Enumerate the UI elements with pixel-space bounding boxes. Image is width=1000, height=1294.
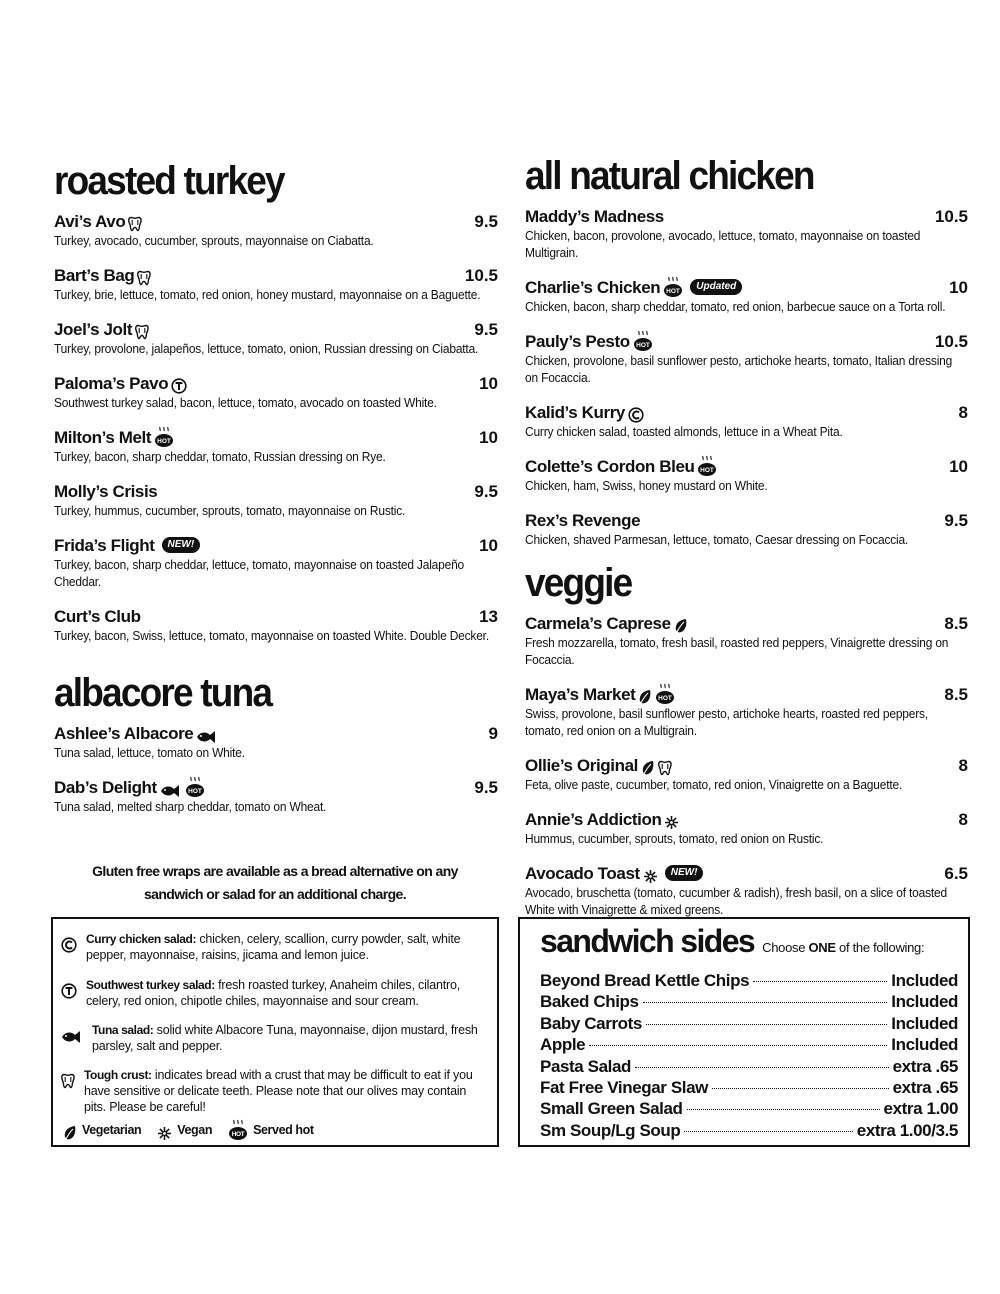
item-description: Tuna salad, melted sharp cheddar, tomato on Wheat. (54, 799, 327, 814)
legend-curry-text: chicken, celery, scallion, curry powder, salt, white pepper, mayonnaise, raisins, jicama and lemon juice. (86, 932, 461, 962)
item-name: Bart’s Bag (54, 266, 135, 285)
menu-item (54, 476, 498, 519)
item-name: Molly’s Crisis (54, 482, 158, 501)
fish-icon (196, 722, 218, 744)
hot-icon (228, 1119, 248, 1141)
legend-tuna-text: solid white Albacore Tuna, mayonnaise, dijon mustard, fresh parsley, salt and pepper. (92, 1023, 478, 1053)
menu-item (525, 201, 968, 261)
svg-text:HOT: HOT (635, 342, 650, 349)
item-description: Turkey, hummus, cucumber, sprouts, tomato, mayonnaise on Rustic. (54, 503, 406, 518)
hot-icon (655, 683, 675, 705)
menu-item (525, 750, 968, 793)
hot-icon (185, 776, 205, 798)
menu-item (525, 858, 968, 918)
menu-item (54, 260, 498, 303)
menu-item (54, 314, 498, 357)
side-name: Apple (540, 1035, 586, 1055)
section-veggie (525, 560, 968, 918)
section-title: albacore tuna (54, 670, 272, 715)
sides-title: sandwich sides (540, 923, 755, 959)
item-price: 9.5 (474, 778, 498, 797)
key-vegan: Vegan (177, 1123, 213, 1137)
tooth-icon (61, 1067, 75, 1089)
item-badge: Updated (690, 279, 742, 295)
tooth-icon (135, 318, 149, 340)
legend-crust-text: indicates bread with a crust that may be difficult to eat if you have sensitive or delicate teeth. Please note that our olives may contain pits. Please be careful! (84, 1068, 473, 1114)
item-description: Swiss, provolone, basil sunflower pesto, artichoke hearts, roasted red peppers, tomato, red onion on a Multigrain. (525, 706, 928, 738)
legend-southwest (61, 977, 486, 1009)
sandwich-sides-box (518, 917, 970, 1147)
gluten-free-note: Gluten free wraps are available as a bread alternative on any sandwich or salad for an additional charge. (92, 863, 458, 902)
item-description: Chicken, bacon, provolone, avocado, lettuce, tomato, mayonnaise on toasted Multigrain. (525, 228, 921, 260)
item-name: Joel’s Jolt (54, 320, 133, 339)
section-albacore-tuna (54, 670, 498, 815)
hot-icon (697, 455, 717, 477)
leaf-icon (674, 612, 688, 634)
item-price: 10 (479, 536, 498, 555)
menu-item (54, 718, 498, 761)
item-description: Chicken, ham, Swiss, honey mustard on White. (525, 478, 768, 493)
item-name: Rex’s Revenge (525, 511, 641, 530)
item-description: Tuna salad, lettuce, tomato on White. (54, 745, 245, 760)
item-name: Avocado Toast (525, 864, 640, 883)
item-price: 9.5 (474, 212, 498, 231)
item-name: Paloma’s Pavo (54, 374, 169, 393)
item-description: Chicken, shaved Parmesan, lettuce, tomato, Caesar dressing on Focaccia. (525, 532, 909, 547)
item-name: Dab’s Delight (54, 778, 157, 797)
leaf-icon (638, 683, 652, 705)
legend-crust-label: Tough crust: (84, 1068, 152, 1082)
vegan-asterisk-icon (643, 862, 658, 884)
tooth-icon (137, 264, 151, 286)
item-price: 10 (949, 278, 968, 297)
key-vegetarian: Vegetarian (82, 1123, 142, 1137)
item-description: Feta, olive paste, cucumber, tomato, red onion, Vinaigrette on a Baguette. (525, 777, 903, 792)
menu-item (54, 206, 498, 249)
item-badge: NEW! (665, 865, 704, 881)
item-name: Annie’s Addiction (525, 810, 662, 829)
menu-item (525, 804, 968, 847)
side-price: extra .65 (892, 1077, 958, 1097)
item-description: Hummus, cucumber, sprouts, tomato, red onion on Rustic. (525, 831, 824, 846)
legend-curry-label: Curry chicken salad: (86, 932, 197, 946)
menu-item (525, 608, 968, 668)
side-price: Included (891, 992, 958, 1012)
side-row (540, 1121, 958, 1142)
svg-text:HOT: HOT (187, 788, 202, 795)
side-name: Fat Free Vinegar Slaw (540, 1077, 708, 1097)
southwest-t-icon (171, 372, 187, 394)
item-description: Turkey, brie, lettuce, tomato, red onion, honey mustard, mayonnaise on a Baguette. (54, 287, 481, 302)
hot-icon (663, 276, 683, 298)
side-price: extra 1.00 (883, 1099, 958, 1119)
legend-southwest-text: fresh roasted turkey, Anaheim chiles, cilantro, celery, red onion, chipotle chiles, mayonnaise and sour cream. (86, 978, 460, 1008)
hot-icon (154, 426, 174, 448)
item-description: Curry chicken salad, toasted almonds, lettuce in a Wheat Pita. (525, 424, 843, 439)
side-row (540, 992, 958, 1013)
item-price: 13 (479, 607, 498, 626)
tooth-icon (128, 210, 142, 232)
item-price: 10 (479, 374, 498, 393)
curry-c-icon (61, 931, 77, 953)
svg-text:HOT: HOT (658, 695, 673, 702)
item-name: Kalid’s Kurry (525, 403, 625, 422)
menu-item (54, 422, 498, 465)
side-row (540, 1057, 958, 1078)
side-name: Small Green Salad (540, 1099, 683, 1119)
section-all-natural-chicken (525, 153, 968, 548)
legend-southwest-label: Southwest turkey salad: (86, 978, 215, 992)
sides-list (540, 971, 958, 1142)
side-row (540, 1014, 958, 1035)
item-description: Turkey, avocado, cucumber, sprouts, mayonnaise on Ciabatta. (54, 233, 374, 248)
left-column (54, 158, 498, 826)
item-name: Milton’s Melt (54, 428, 152, 447)
item-description: Turkey, bacon, sharp cheddar, lettuce, tomato, mayonnaise on toasted Jalapeño Cheddar. (54, 557, 465, 589)
item-description: Southwest turkey salad, bacon, lettuce, tomato, avocado on toasted White. (54, 395, 437, 410)
key-hot: Served hot (253, 1123, 314, 1137)
menu-item (525, 505, 968, 548)
side-name: Beyond Bread Kettle Chips (540, 971, 750, 990)
item-price: 8.5 (944, 614, 968, 633)
legend-box (51, 917, 499, 1147)
leaf-icon (63, 1119, 77, 1141)
tooth-icon (658, 754, 672, 776)
dot-leader (643, 1002, 888, 1003)
svg-text:HOT: HOT (231, 1131, 245, 1138)
side-price: extra 1.00/3.5 (856, 1120, 958, 1140)
side-name: Baby Carrots (540, 1013, 642, 1033)
item-description: Turkey, bacon, sharp cheddar, tomato, Russian dressing on Rye. (54, 449, 386, 464)
leaf-icon (641, 754, 655, 776)
legend-crust (61, 1067, 484, 1115)
item-name: Colette’s Cordon Bleu (525, 457, 695, 476)
legend-tuna-label: Tuna salad: (92, 1023, 154, 1037)
side-price: Included (891, 1035, 958, 1055)
section-roasted-turkey (54, 158, 498, 644)
side-price: extra .65 (892, 1056, 958, 1076)
side-price: Included (891, 971, 958, 990)
item-price: 9 (488, 724, 498, 743)
dot-leader (635, 1067, 889, 1068)
fish-icon (160, 776, 182, 798)
menu-item (54, 368, 498, 411)
menu-item (54, 772, 498, 815)
dot-leader (753, 981, 887, 982)
item-name: Ashlee’s Albacore (54, 724, 194, 743)
svg-text:HOT: HOT (666, 288, 681, 295)
side-price: Included (891, 1013, 958, 1033)
sides-subtitle: Choose ONE of the following: (762, 940, 925, 955)
svg-text:HOT: HOT (700, 467, 715, 474)
item-description: Chicken, provolone, basil sunflower pesto, artichoke hearts, tomato, Italian dressing on Focaccia. (525, 353, 953, 385)
side-row (540, 1035, 958, 1056)
dot-leader (684, 1131, 852, 1132)
item-name: Maddy’s Madness (525, 207, 664, 226)
side-row (540, 1099, 958, 1120)
legend-key (63, 1119, 324, 1141)
side-name: Pasta Salad (540, 1056, 632, 1076)
item-description: Avocado, bruschetta (tomato, cucumber & radish), fresh basil, on a slice of toasted White with Vinaigrette & mixed greens. (525, 885, 947, 917)
side-name: Sm Soup/Lg Soup (540, 1120, 681, 1140)
curry-c-icon (628, 401, 644, 423)
side-row (540, 971, 958, 992)
vegan-asterisk-icon (664, 808, 679, 830)
item-description: Turkey, provolone, jalapeños, lettuce, tomato, onion, Russian dressing on Ciabatta. (54, 341, 479, 356)
item-name: Pauly’s Pesto (525, 332, 630, 351)
item-name: Ollie’s Original (525, 756, 638, 775)
item-name: Avi’s Avo (54, 212, 126, 231)
item-name: Curt’s Club (54, 607, 141, 626)
item-price: 10 (949, 457, 968, 476)
svg-text:HOT: HOT (157, 438, 171, 445)
section-title: roasted turkey (54, 158, 284, 203)
item-price: 10 (479, 428, 498, 447)
item-price: 9.5 (474, 482, 498, 501)
menu-item (525, 272, 968, 315)
item-price: 9.5 (474, 320, 498, 339)
item-price: 8 (958, 756, 968, 775)
item-price: 10.5 (464, 266, 498, 285)
item-name: Maya’s Market (525, 685, 636, 704)
legend-curry (61, 931, 486, 963)
item-price: 10.5 (934, 207, 968, 226)
side-name: Baked Chips (540, 992, 639, 1012)
item-name: Frida’s Flight (54, 536, 155, 555)
item-price: 8.5 (944, 685, 968, 704)
section-title: veggie (525, 560, 632, 605)
dot-leader (712, 1088, 889, 1089)
menu-item (525, 397, 968, 440)
southwest-t-icon (61, 977, 77, 999)
item-price: 8 (958, 810, 968, 829)
menu-item (525, 679, 968, 739)
item-name: Charlie’s Chicken (525, 278, 661, 297)
legend-tuna (61, 1022, 492, 1054)
menu-item (525, 326, 968, 386)
dot-leader (646, 1024, 887, 1025)
item-description: Fresh mozzarella, tomato, fresh basil, roasted red peppers, Vinaigrette dressing on Focaccia. (525, 635, 949, 667)
dot-leader (687, 1109, 880, 1110)
vegan-asterisk-icon (157, 1119, 172, 1141)
item-description: Turkey, bacon, Swiss, lettuce, tomato, mayonnaise on toasted White. Double Decker. (54, 628, 489, 643)
dot-leader (589, 1045, 887, 1046)
item-price: 6.5 (944, 864, 968, 883)
item-price: 10.5 (934, 332, 968, 351)
item-price: 8 (958, 403, 968, 422)
menu-item (525, 451, 968, 494)
menu-item (54, 530, 498, 590)
item-name: Carmela’s Caprese (525, 614, 671, 633)
menu-item (54, 601, 498, 644)
item-price: 9.5 (944, 511, 968, 530)
item-description: Chicken, bacon, sharp cheddar, tomato, red onion, barbecue sauce on a Torta roll. (525, 299, 946, 314)
hot-icon (633, 330, 653, 352)
fish-icon (61, 1022, 83, 1044)
section-title: all natural chicken (525, 153, 814, 198)
side-row (540, 1078, 958, 1099)
right-column (525, 153, 968, 929)
item-badge: NEW! (162, 537, 201, 553)
